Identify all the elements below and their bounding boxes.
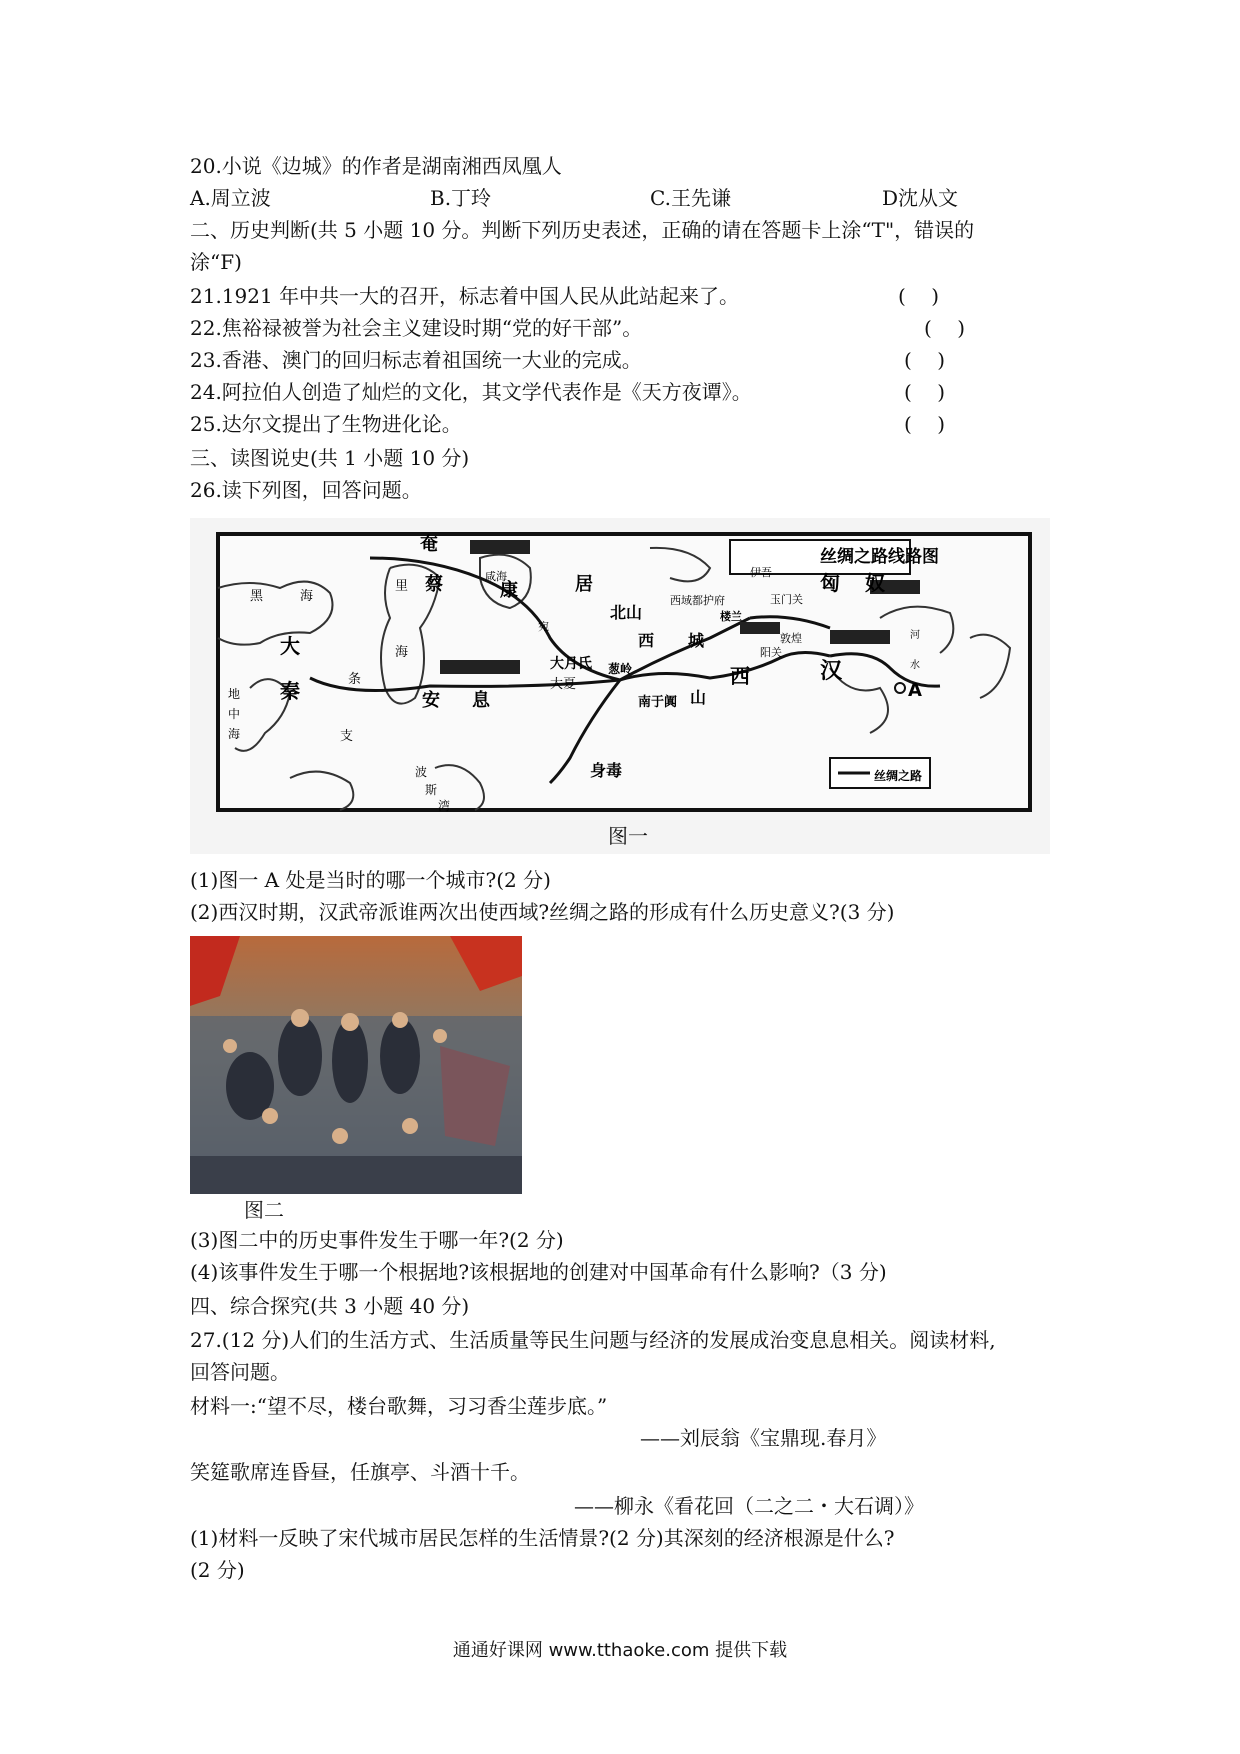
judgment-item-23: 23.香港、澳门的回归标志着祖国统一大业的完成。 <box>190 348 642 372</box>
answer-bracket: ( ) <box>904 412 946 436</box>
map-label: 河 <box>910 630 920 641</box>
judgment-item-25: 25.达尔文提出了生物进化论。 <box>190 412 462 436</box>
answer-bracket: ( ) <box>898 284 940 308</box>
q26-sub2: (2)西汉时期，汉武帝派谁两次出使西域?丝绸之路的形成有什么历史意义?(3 分) <box>190 900 895 924</box>
judgment-item-24: 24.阿拉伯人创造了灿烂的文化，其文学代表作是《天方夜谭》。 <box>190 380 752 404</box>
map-label: 中 <box>228 707 241 721</box>
map-label-a: A <box>908 680 922 701</box>
section4-heading: 四、综合探究(共 3 小题 40 分) <box>190 1294 470 1318</box>
map-label: 大 <box>280 634 300 658</box>
map-label: 奄 <box>420 534 438 555</box>
map-label: 海 <box>395 645 409 660</box>
answer-bracket: ( ) <box>924 316 966 340</box>
q26-sub1: (1)图一 A 处是当时的哪一个城市?(2 分) <box>190 868 551 892</box>
map-label: 身毒 <box>590 761 623 780</box>
judgment-item-22: 22.焦裕禄被誉为社会主义建设时期“党的好干部”。 <box>190 316 643 340</box>
answer-bracket: ( ) <box>904 380 946 404</box>
map-label: 水 <box>910 660 920 671</box>
q20-option-a: A.周立波 <box>190 186 271 210</box>
material-1b: 笑筵歌席连昏昼，任旗亭、斗酒十千。 <box>190 1460 530 1484</box>
map-label: 康 <box>500 580 518 601</box>
q26-sub4: (4)该事件发生于哪一个根据地?该根据地的创建对中国革命有什么影响?（3 分) <box>190 1260 887 1284</box>
judgment-item-21: 21.1921 年中共一大的召开，标志着中国人民从此站起来了。 <box>190 284 740 308</box>
map-title: 丝绸之路线路图 <box>820 547 939 567</box>
map-label: 居 <box>575 574 593 595</box>
map-label: 安 <box>422 690 440 711</box>
section2-heading: 二、历史判断(共 5 小题 10 分。判断下列历史表述，正确的请在答题卡上涂“T"，错误的 <box>190 218 975 242</box>
map-label: 黑 <box>250 589 264 604</box>
q20-option-b: B.丁玲 <box>430 186 492 210</box>
historical-painting <box>190 936 522 1194</box>
map-label: 大月氏 <box>550 656 592 672</box>
map-label: 咸海 <box>485 570 507 583</box>
silk-road-map <box>190 518 1050 854</box>
q27-sub1-cont: (2 分) <box>190 1558 245 1582</box>
map-label: 条 <box>348 672 362 687</box>
map-label: 阳关 <box>760 646 782 659</box>
map-label: 湾 <box>438 799 451 813</box>
answer-bracket: ( ) <box>904 348 946 372</box>
map-label: 大夏 <box>550 677 577 692</box>
map-label: 伊吾 <box>750 566 772 579</box>
map-label: 地 <box>228 687 241 701</box>
map-label: 蔡 <box>425 574 443 595</box>
map-label: 宛 <box>538 620 549 633</box>
map-legend-label: 丝绸之路 <box>874 769 923 783</box>
material-2-source: ——柳永《看花回（二之二・大石调）》 <box>574 1494 924 1518</box>
figure1-caption: 图一 <box>608 824 648 848</box>
map-label: 息 <box>472 690 490 711</box>
map-label: 葱岭 <box>608 662 633 676</box>
map-label: 南于阗 <box>638 695 678 710</box>
map-label: 里 <box>395 579 409 594</box>
map-label: 西 <box>730 664 750 688</box>
map-label: 海 <box>228 727 241 741</box>
map-label: 秦 <box>280 679 300 703</box>
section3-heading: 三、读图说史(共 1 小题 10 分) <box>190 446 470 470</box>
map-label: 西 <box>638 631 655 650</box>
q27-stem-cont: 回答问题。 <box>190 1360 290 1384</box>
map-label: 汉 <box>820 659 843 684</box>
q20-option-c: C.王先谦 <box>650 186 731 210</box>
q27-stem: 27.(12 分)人们的生活方式、生活质量等民生问题与经济的发展成治变息息相关。阅读材料, <box>190 1328 996 1352</box>
q26-stem: 26.读下列图，回答问题。 <box>190 478 422 502</box>
map-label: 支 <box>340 729 354 744</box>
q20-stem: 20.小说《边城》的作者是湖南湘西凤凰人 <box>190 154 562 178</box>
map-label: 山 <box>690 688 707 707</box>
section2-heading-cont: 涂“F) <box>190 250 242 274</box>
figure2-caption: 图二 <box>244 1198 284 1222</box>
map-label: 海 <box>300 589 314 604</box>
map-label: 城 <box>688 631 705 650</box>
map-label: 玉门关 <box>770 593 803 606</box>
q26-sub3: (3)图二中的历史事件发生于哪一年?(2 分) <box>190 1228 564 1252</box>
material-1-source: ——刘辰翁《宝鼎现.春月》 <box>640 1426 887 1450</box>
q27-sub1: (1)材料一反映了宋代城市居民怎样的生活情景?(2 分)其深刻的经济根源是什么? <box>190 1526 895 1550</box>
map-label: 斯 <box>425 783 438 797</box>
map-label: 楼兰 <box>720 610 742 623</box>
material-1: 材料一:“望不尽，楼台歌舞，习习香尘莲步底。” <box>190 1394 608 1418</box>
map-label: 波 <box>415 765 428 779</box>
map-label: 西域都护府 <box>670 594 725 607</box>
page-footer: 通通好课网 www.tthaoke.com 提供下载 <box>452 1640 788 1661</box>
map-label: 奴 <box>865 571 885 595</box>
map-label: 北山 <box>610 603 643 622</box>
map-label: 敦煌 <box>780 632 802 645</box>
map-label: 匈 <box>820 571 840 595</box>
q20-option-d: D沈从文 <box>882 186 959 210</box>
